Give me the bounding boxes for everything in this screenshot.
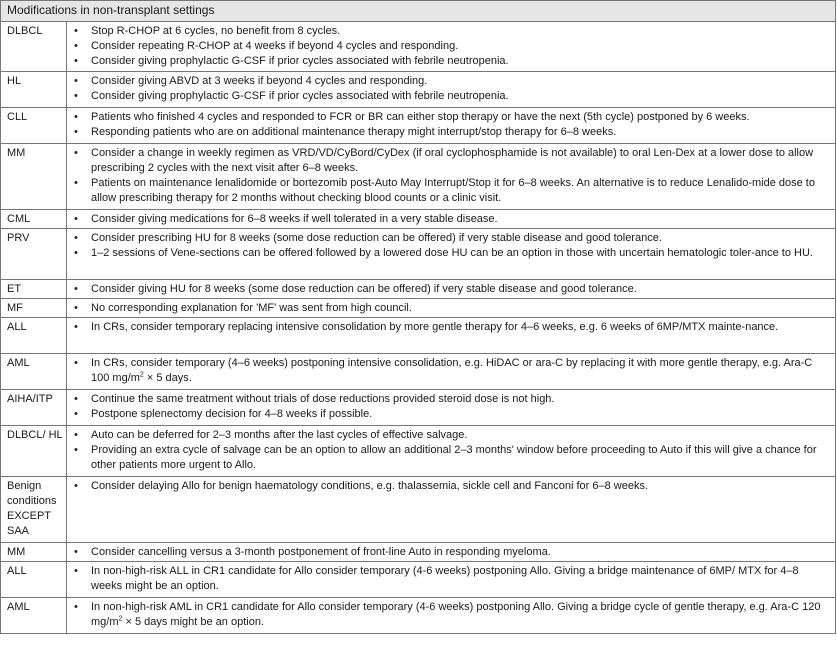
recommendations-cell — [67, 108, 836, 144]
recommendation-item: • Consider giving prophylactic G-CSF if prior cycles associated with febrile neutropenia. — [73, 89, 827, 104]
recommendation-item: • Consider a change in weekly regimen as VRD/VD/CyBord/CyDex (if oral cyclophosphamide is not available) to oral Len-Dex at a lower dose to allow prescribing 2 cycles with the next visit after 6–8 weeks. — [73, 146, 827, 176]
condition-cell: ET — [1, 280, 67, 299]
recommendations-cell — [67, 543, 836, 562]
recommendation-item: • Stop R-CHOP at 6 cycles, no benefit from 8 cycles. — [73, 24, 827, 39]
recommendations-cell — [67, 426, 836, 477]
recommendation-item: • Postpone splenectomy decision for 4–8 weeks if possible. — [73, 407, 827, 422]
recommendations-cell — [67, 390, 836, 426]
recommendations-cell — [67, 354, 836, 390]
recommendation-item: • Auto can be deferred for 2–3 months after the last cycles of effective salvage. — [73, 428, 827, 443]
condition-cell: MM — [1, 543, 67, 562]
recommendations-cell — [67, 477, 836, 543]
table-row — [1, 108, 836, 144]
recommendation-list — [73, 212, 827, 227]
recommendation-list — [73, 479, 827, 494]
recommendations-cell — [67, 144, 836, 210]
recommendations-cell — [67, 562, 836, 598]
condition-cell: PRV — [1, 229, 67, 280]
recommendation-item: • Consider repeating R-CHOP at 4 weeks if beyond 4 cycles and responding. — [73, 39, 827, 54]
condition-cell: AML — [1, 354, 67, 390]
recommendations-cell — [67, 22, 836, 72]
recommendation-list — [73, 545, 827, 560]
recommendation-item: • In non-high-risk ALL in CR1 candidate for Allo consider temporary (4-6 weeks) postponing Allo. Giving a bridge maintenance of 6MP/ MTX for 4–8 weeks might be an option. — [73, 564, 827, 594]
condition-cell: ALL — [1, 318, 67, 354]
recommendations-cell — [67, 598, 836, 634]
recommendation-item: • Patients on maintenance lenalidomide or bortezomib post-Auto May Interrupt/Stop it for 6–8 weeks. An alternative is to reduce Lenalido-mide dose to allow prescribing therapy for 2 months without checking blood counts or a clinic visit. — [73, 176, 827, 206]
recommendation-list — [73, 301, 827, 316]
condition-cell: HL — [1, 72, 67, 108]
condition-cell: CLL — [1, 108, 67, 144]
table-row — [1, 477, 836, 543]
recommendation-list — [73, 392, 827, 422]
recommendation-item: • Responding patients who are on additional maintenance therapy might interrupt/stop therapy for 6–8 weeks. — [73, 125, 827, 140]
table-row — [1, 426, 836, 477]
table-title: Modifications in non-transplant settings — [1, 1, 836, 22]
recommendation-item: • In non-high-risk AML in CR1 candidate for Allo consider temporary (4-6 weeks) postponing Allo. Giving a bridge cycle of gentle therapy, e.g. Ara-C 120 $mg/m^2 \times 5$ days might be an option. — [73, 600, 827, 630]
recommendations-cell — [67, 229, 836, 280]
condition-cell: ALL — [1, 562, 67, 598]
table-row — [1, 318, 836, 354]
recommendation-list — [73, 600, 827, 630]
table-row — [1, 280, 836, 299]
condition-cell: DLBCL/ HL — [1, 426, 67, 477]
table-row — [1, 144, 836, 210]
recommendation-list — [73, 356, 827, 386]
table-row — [1, 354, 836, 390]
table-row — [1, 299, 836, 318]
recommendation-list — [73, 110, 827, 140]
recommendation-item: • No corresponding explanation for 'MF' was sent from high council. — [73, 301, 827, 316]
table-row — [1, 562, 836, 598]
recommendation-list — [73, 320, 827, 335]
recommendation-list — [73, 564, 827, 594]
recommendations-cell — [67, 299, 836, 318]
recommendation-item: • Consider giving medications for 6–8 weeks if well tolerated in a very stable disease. — [73, 212, 827, 227]
recommendations-cell — [67, 280, 836, 299]
recommendation-item: • Consider giving prophylactic G-CSF if prior cycles associated with febrile neutropenia. — [73, 54, 827, 69]
table-row — [1, 72, 836, 108]
recommendation-item: • Consider giving ABVD at 3 weeks if beyond 4 cycles and responding. — [73, 74, 827, 89]
recommendation-item: • Providing an extra cycle of salvage can be an option to allow an additional 2–3 months' window before proceeding to Auto if this will give a chance for other patients more urgent to Allo. — [73, 443, 827, 473]
recommendations-cell — [67, 318, 836, 354]
recommendation-item: • 1–2 sessions of Vene-sections can be offered followed by a lowered dose HU can be an option in those with uncertain hematologic toler-ance to HU. — [73, 246, 827, 261]
table-row — [1, 598, 836, 634]
table-header-row — [1, 1, 836, 22]
condition-cell: CML — [1, 210, 67, 229]
recommendation-item: • Consider giving HU for 8 weeks (some dose reduction can be offered) if very stable disease and good tolerance. — [73, 282, 827, 297]
recommendation-list — [73, 24, 827, 69]
recommendation-item: • In CRs, consider temporary replacing intensive consolidation by more gentle therapy for 4–6 weeks, e.g. 6 weeks of 6MP/MTX mainte-nance. — [73, 320, 827, 335]
condition-cell: DLBCL — [1, 22, 67, 72]
recommendations-cell — [67, 72, 836, 108]
recommendation-item: • In CRs, consider temporary (4–6 weeks) postponing intensive consolidation, e.g. HiDAC or ara-C by replacing it with more gentle therapy, e.g. Ara-C 100 $mg/m^2 \times 5$ days. — [73, 356, 827, 386]
table-row — [1, 22, 836, 72]
table-row — [1, 390, 836, 426]
table-body — [1, 22, 836, 634]
recommendation-item: • Consider delaying Allo for benign haematology conditions, e.g. thalassemia, sickle cell and Fanconi for 6–8 weeks. — [73, 479, 827, 494]
recommendation-item: • Continue the same treatment without trials of dose reductions provided steroid dose is not high. — [73, 392, 827, 407]
recommendation-list — [73, 282, 827, 297]
recommendation-item: • Consider prescribing HU for 8 weeks (some dose reduction can be offered) if very stable disease and good tolerance. — [73, 231, 827, 246]
condition-cell: MM — [1, 144, 67, 210]
condition-cell: AML — [1, 598, 67, 634]
table-row — [1, 543, 836, 562]
table-row — [1, 210, 836, 229]
condition-cell: MF — [1, 299, 67, 318]
recommendation-list — [73, 146, 827, 206]
recommendation-list — [73, 428, 827, 473]
recommendation-item: • Consider cancelling versus a 3-month postponement of front-line Auto in responding myeloma. — [73, 545, 827, 560]
table-row — [1, 229, 836, 280]
condition-cell: AIHA/ITP — [1, 390, 67, 426]
recommendation-list — [73, 74, 827, 104]
recommendations-cell — [67, 210, 836, 229]
recommendation-item: • Patients who finished 4 cycles and responded to FCR or BR can either stop therapy or have the next (5th cycle) postponed by 6 weeks. — [73, 110, 827, 125]
condition-cell: Benign conditions EXCEPT SAA — [1, 477, 67, 543]
recommendation-list — [73, 231, 827, 261]
